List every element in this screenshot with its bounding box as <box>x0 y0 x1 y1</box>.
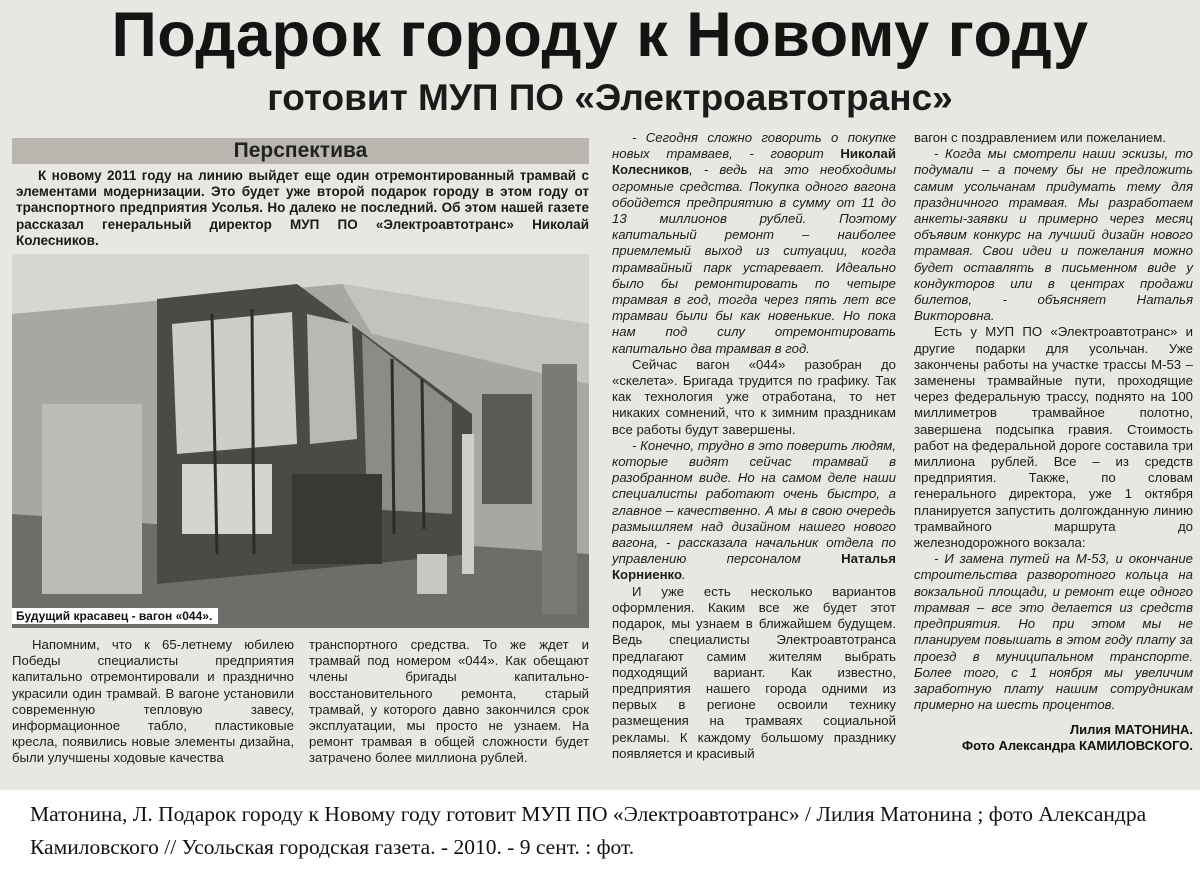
photo-credit-line <box>900 738 1193 754</box>
author-first: Лилия <box>1070 722 1111 737</box>
photo-credit-prefix: Фото Александра <box>961 738 1076 753</box>
column-third <box>612 130 896 762</box>
rubric-label: Перспектива <box>12 138 589 164</box>
quote-paragraph <box>612 130 896 357</box>
quote-text: , - ведь на это необходимы огромные средства. Покупка одного вагона обойдется предприятию в сумму от 11 до 13 миллионов рублей. Поэтому капитальный ремонт – наиболее приемлемый выход из ситуации, когда трамвайный парк устаревает. Идеально было бы ремонтировать по четыре трамвая в год, тогда через пять лет все трамваи были бы как новенькие. Но пока нам под силу отремонтировать капитально два трамвая в год. <box>612 162 896 356</box>
tram-photo <box>12 254 589 628</box>
quote-text: - Сегодня сложно говорить о покупке новых трамваев, - говорит <box>612 130 896 162</box>
photo-credit-name: КАМИЛОВСКОГО. <box>1079 738 1193 753</box>
paragraph: вагон с поздравлением или пожеланием. <box>914 130 1167 145</box>
paragraph: Напомним, что к 65-летнему юбилею Победы специалисты предприятия капитально отремонтировали и празднично украсили один трамвай. В вагоне установили современную тепловую завесу, информационное табло, пластиковые кресла, появились новые элементы дизайна, были улучшены ходовые качества <box>12 637 294 766</box>
bibliographic-citation: Матонина, Л. Подарок городу к Новому году готовит МУП ПО «Электроавтотранс» / Лилия Матонина ; фото Александра Камиловского // Усольская городская газета. - 2010. - 9 сент. : фот. <box>30 802 1147 859</box>
paragraph: Сейчас вагон «044» разобран до «скелета». Бригада трудится по графику. Так как технология уже отработана, то нет никаких сомнений, что к зимним праздникам все работы будут завершены. <box>612 356 896 437</box>
subheadline: готовит МУП ПО «Электроавтотранс» <box>267 77 953 118</box>
column-fourth <box>914 130 1193 713</box>
quote-text: . <box>682 567 686 583</box>
column-lower-left <box>12 637 294 767</box>
author-last: МАТОНИНА. <box>1114 722 1193 737</box>
quote-paragraph <box>612 438 896 584</box>
author-line <box>900 722 1193 738</box>
byline <box>900 722 1193 754</box>
headline: Подарок городу к Новому году <box>111 0 1089 70</box>
quote-paragraph: - И замена путей на М-53, и окончание строительства разворотного кольца на вокзальной площади, и ремонт еще одного трамвая – все это делается из средств предприятия. Но при этом мы не планируем повышать в этом году плату за проезд в муниципальном транспорте. Более того, с 1 ноября мы увеличим заработную плату нашим сотрудникам примерно на шесть процентов. <box>914 551 1193 713</box>
tram-skeleton-illustration <box>12 254 589 628</box>
quote-paragraph: - Когда мы смотрели наши эскизы, то подумали – а почему бы не предложить самим усольчанам придумать тему для праздничного трамвая. Мы разработаем анкеты-заявки и примерно через месяц объявим конкурс на лучший дизайн нового трамвая. Свои идеи и пожелания можно будет оставлять в письменном виде у кондукторов или в центрах продажи билетов, - объясняет Наталья Викторовна. <box>914 146 1193 324</box>
speaker-name: Николай Колесников <box>612 146 896 178</box>
paragraph: транспортного средства. То же ждет и трамвай под номером «044». Как обещают члены бригады капитально-восстановительного ремонта, старый трамвай, у которого давно закончился срок эксплуатации, мы просто не узнаем. На ремонт трамвая в общей сложности будет затрачено более миллиона рублей. <box>309 637 589 766</box>
quote-text: - Конечно, трудно в это поверить людям, которые видят сейчас трамвай в разобранном виде. Но на самом деле наши специалисты работают очень быстро, а главное – качественно. А мы в свою очередь размышляем над дизайном нашего нового вагона, - рассказала начальник отдела по управлению персоналом <box>612 437 896 567</box>
paragraph: Есть у МУП ПО «Электроавтотранс» и другие подарки для усольчан. Уже закончены работы на участке трассы М-53 – заменены трамвайные пути, проходящие через федеральную трассу, поднято на 100 миллиметров трамвайное полотно, завершена подсыпка гравия. Стоимость работ на федеральной дороге составила три миллиона рублей. Все – из средств предприятия. Также, по словам генерального директора, уже 1 октября планируется запустить долгожданную линию трамвайного маршрута до железнодорожного вокзала: <box>914 324 1193 551</box>
column-lower-middle <box>309 637 589 767</box>
photo-caption: Будущий красавец - вагон «044». <box>12 608 218 624</box>
speaker-name: Наталья Корниенко <box>612 551 896 583</box>
lead-paragraph: К новому 2011 году на линию выйдет еще один отремонтированный трамвай с элементами модернизации. Это будет уже второй подарок городу в этом году от транспортного предприятия Усолья. Но далеко не последний. Об этом нашей газете рассказал генеральный директор МУП ПО «Электроавтотранс» Николай Колесников. <box>16 168 589 248</box>
paragraph: И уже есть несколько вариантов оформления. Каким все же будет этот подарок, мы узнаем в ближайшем будущем. Ведь специалисты Электроавтотранса предлагают самим жителям выбрать подходящий вариант. Как известно, предприятия нашего города одними из первых в регионе освоили технику размещения на трамваях социальной рекламы. К каждому большому празднику появляется и красивый <box>612 583 896 761</box>
